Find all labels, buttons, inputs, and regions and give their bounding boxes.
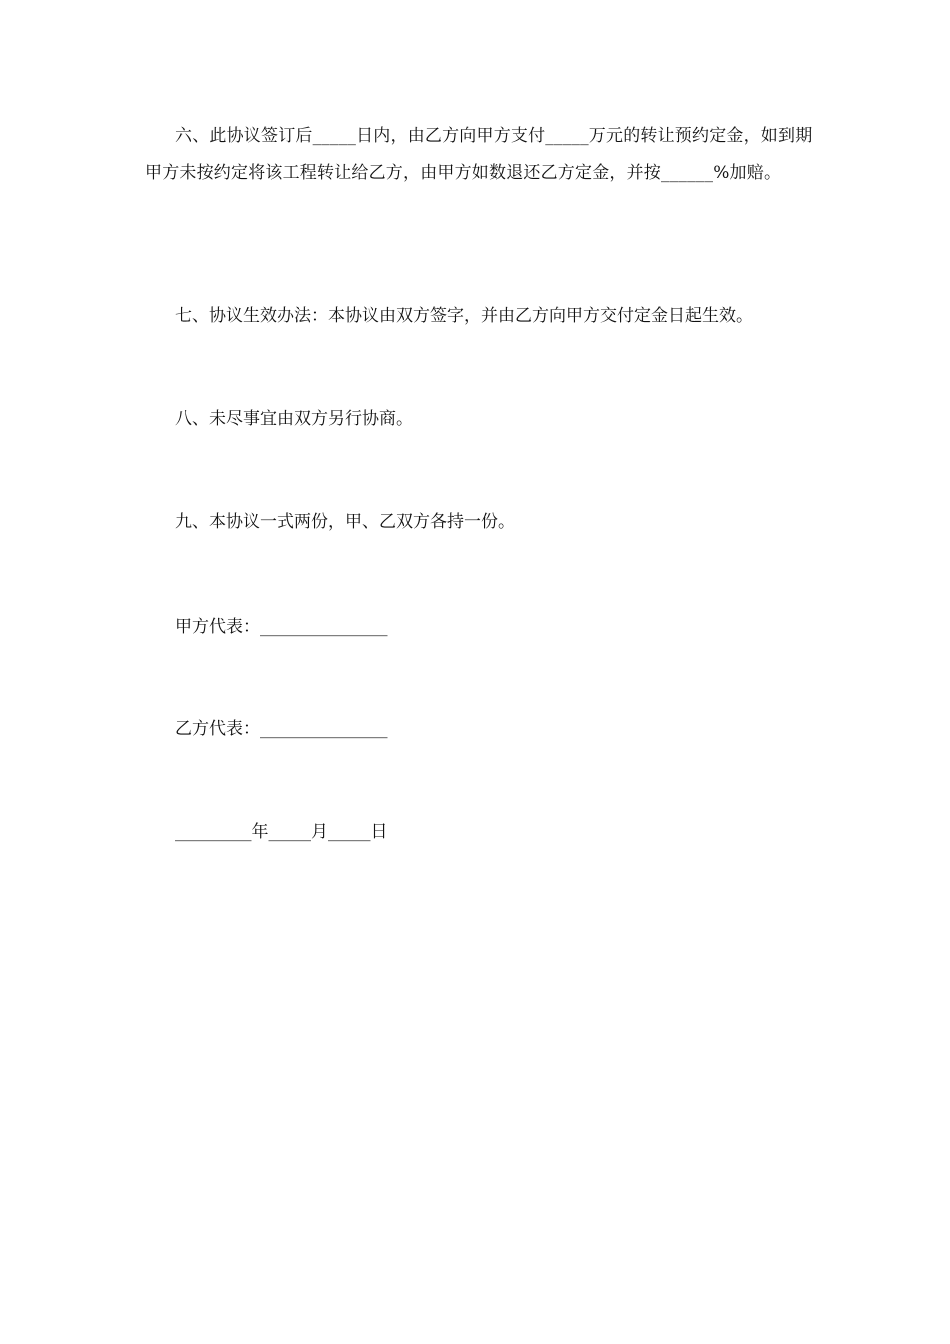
date-line: _________年_____月_____日: [175, 822, 388, 842]
clause-8-text: 八、未尽事宜由双方另行协商。: [175, 409, 413, 429]
clause-7-text: 七、协议生效办法：本协议由双方签字，并由乙方向甲方交付定金日起生效。: [175, 306, 753, 326]
clause-9-text: 九、本协议一式两份，甲、乙双方各持一份。: [175, 512, 515, 532]
party-b-representative-line: 乙方代表：_______________: [175, 719, 388, 739]
party-a-representative-line: 甲方代表：_______________: [175, 617, 388, 637]
clause-6-text: 六、此协议签订后_____日内，由乙方向甲方支付_____万元的转让预约定金，如到期甲方未按约定将该工程转让给乙方，由甲方如数退还乙方定金，并按______%加赔。: [145, 126, 813, 183]
